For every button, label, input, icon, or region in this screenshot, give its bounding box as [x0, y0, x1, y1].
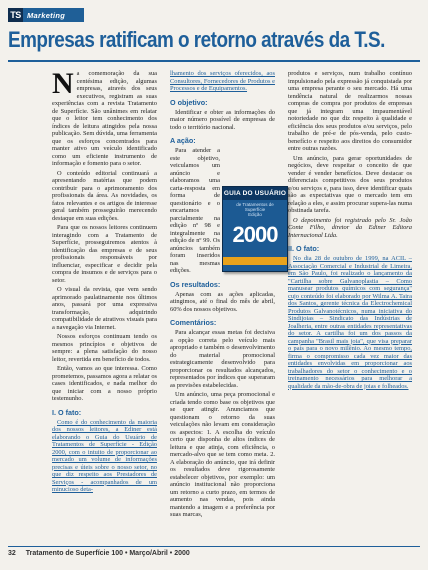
body-paragraph: Nossos esforços continuam tendo os mesmos princípios e objetivos de sempre: a plena satisfação do nosso leitor, revertida em benefício de todos. — [52, 333, 157, 363]
page-title: Empresas ratificam o retorno através da T.S. — [8, 27, 385, 52]
body-paragraph: Como é do conhecimento da maioria dos nossos leitores, a Ediner está elaborando o Guia do Usuário de Tratamentos de Superfície - Edição 2000, com o intuito de proporcionar ao mercado um volume de informações precisas e úteis sobre o nosso setor, no que diz respeito aos Prestadores de Serviços - acompanhados de um minucioso deta- — [52, 418, 157, 493]
footer-text: Tratamento de Superfície 100 • Março/Abril • 2000 — [25, 550, 190, 557]
body-paragraph: Identificar e obter as informações do maior número possível de empresas de todo o território nacional. — [170, 108, 275, 131]
book-band — [223, 257, 287, 265]
article-column-2 — [170, 70, 275, 521]
article-column-3 — [288, 70, 412, 392]
byline: O depoimento foi registrado pelo Sr. João Conte Filho, diretor da Ediner Editora Internacional Ltda. — [288, 216, 412, 239]
subheading-fact-2: II. O fato: — [288, 244, 320, 253]
footer-divider — [8, 546, 420, 547]
page-number: 32 — [8, 550, 16, 557]
body-paragraph: Apenas com as ações aplicadas, atingimos, até o final do mês de abril, 60% dos nossos objetivos. — [170, 290, 275, 313]
subheading-comments: Comentários: — [170, 318, 217, 327]
subheading-objective: O objetivo: — [170, 97, 208, 107]
book-year: 2000 — [232, 222, 278, 247]
body-paragraph: Para alcançar essas metas foi decisiva a opção correta pelo veículo mais apropriado e também o desenvolvimento do material promocional estrategicamente desenvolvido para proporcionar os resultados alcançados, representados por índices que superaram as previsões estabelecidas. — [170, 329, 275, 389]
body-paragraph: No dia 28 de outubro de 1999, na ACIL – Associação Comercial e Industrial de Limeira, em São Paulo, foi realizado o lançamento da "Cartilha sobre Galvanoplastia – Como manusear produtos químicos com segurança" cujo conteúdo foi elaborado por Wilma A. Taira dos Santos, gerente técnica da Electrochemical Produtos Galvanotécnicos, numa iniciativa do Sindijoias – Sindicato das Indústrias de Joalheria, entre outras entidades representativas do setor. A cartilha foi um dos passos da campanha "Brasil mais joia", que visa preparar o país para o novo milênio. Ao mesmo tempo, firma o compromisso cada vez maior das entidades envolvidas em proporcionar aos trabalhadores do setor o conhecimento e o treinamento necessários para melhorar a qualidade da mão-de-obra de joias e folheados. — [288, 255, 412, 390]
article-column-1 — [52, 67, 157, 496]
body-paragraph: produtos e serviços, num trabalho contínuo impulsionado pela expressão já conquistada por uma empresa perante o seu mercado. Há uma tendência natural de realizarmos nossas compras de compra por produtos de empresas que já integram uma impaumentável notoriedade no que diz respeito à qualidade e eficiência dos seus produtos e/ou serviços, pelo trabalho de pré-e de pós-venda, pelo custo-benefício e respeito aos direitos do consumidor entre outras razões. — [288, 70, 412, 152]
body-paragraph: Para atender a este objetivo, veiculamos um anúncio e elaboramos uma carta-resposta em forma de questionário e o encartamos parcialmente na edição nº 98 e integralmente na edição de nº 99. Os anúncios também foram inseridos nas mesmas edições. — [170, 147, 220, 274]
body-paragraph: Para que os nossos leitores continuem interagindo com a Tratamento de Superfície, prosseguiremos atentos à identificação das empresas e de seus profissionais responsáveis por influenciar, especificar e decidir pela compra de insumos e de serviços para o setor. — [52, 224, 157, 284]
subheading-action: A ação: — [170, 136, 196, 145]
body-paragraph: Um anúncio, uma peça promocional e criada tendo como base os objetivos que se quer atingir. Anunciamos que questionam o retorno da suas veiculações não levam em consideração os aspectos: 1. A escolha do veículo certo que disponha de altos índices de leitura e que atinja, com eficiência, o mercado-alvo que se tem como meta. 2. A elaboração do anúncio, que irá definir os resultados deve rigorosamente estabelecer objetivos, por exemplo: um anúncio institucional não proporciona um retorno a curto prazo, em termos de aumento nas vendas, pois ainda mantendo a imagem e a preferência por suas marcas, — [170, 391, 275, 518]
body-paragraph: Então, vamos ao que interessa. Como prometemos, passamos agora a relatar os cases identificados, e nada melhor do que iniciar com a nosso próprio testemunho. — [52, 365, 157, 402]
body-paragraph: lhamento dos serviços oferecidos, aos Consultores, Fornecedores de Produtos e Processos e de Equipamentos. — [170, 70, 275, 92]
body-paragraph: O visual da revista, que vem sendo aprimorado paulatinamente nos últimos anos, passará por uma expressiva transformação, adquirindo compatibilidade de atrativos visuais para a navegação via Internet. — [52, 286, 157, 331]
page-footer — [8, 550, 420, 557]
intro-text: a comemoração da sua centésima edição, algumas empresas, através dos seus executivos, registram as suas experiências com a revista Tratamento de Superfície. São unânimes em relatar que o leitor tem conhecimento dos índices de leitura atingidos pela nossa publicação. Sem dúvida, uma ferramenta que os esforços concentrados para manter ativo um veículo identificado como um eficiente instrumento de informação e fomento para o setor. — [52, 70, 157, 167]
subheading-results: Os resultados: — [170, 279, 221, 289]
body-paragraph: O conteúdo editorial continuará a apresentando matérias que podem contribuir para o aprimoramento dos profissionais da área. As novidades, os fatos relevantes e os artigos de interesse geral também prosseguirão merecendo destaque em suas edições. — [52, 169, 157, 222]
book-subtitle: de Tratamentos de Superfície Edição — [236, 202, 274, 217]
header-divider — [8, 60, 420, 62]
drop-cap: N — [52, 67, 74, 100]
subheading-fact-1: I. O fato: — [52, 407, 82, 417]
guide-book-cover-image — [222, 186, 288, 272]
body-paragraph: Um anúncio, para gerar oportunidades de negócios, deve respeitar o conceito de que vender é vender benefícios. Deve destacar os diferenciais competitivos dos seus produtos e/ou serviços e, para isso, deve identificar quais são as expectativas que o mercado tem em relação a eles, e assim procurar supera-las numa obstinada tarefa. — [288, 154, 412, 214]
ts-logo: TS — [8, 8, 23, 22]
intro-paragraph — [52, 67, 157, 168]
section-header — [8, 8, 84, 22]
book-title: GUIA DO USUÁRIO — [223, 187, 287, 200]
section-label: Marketing — [27, 10, 66, 20]
